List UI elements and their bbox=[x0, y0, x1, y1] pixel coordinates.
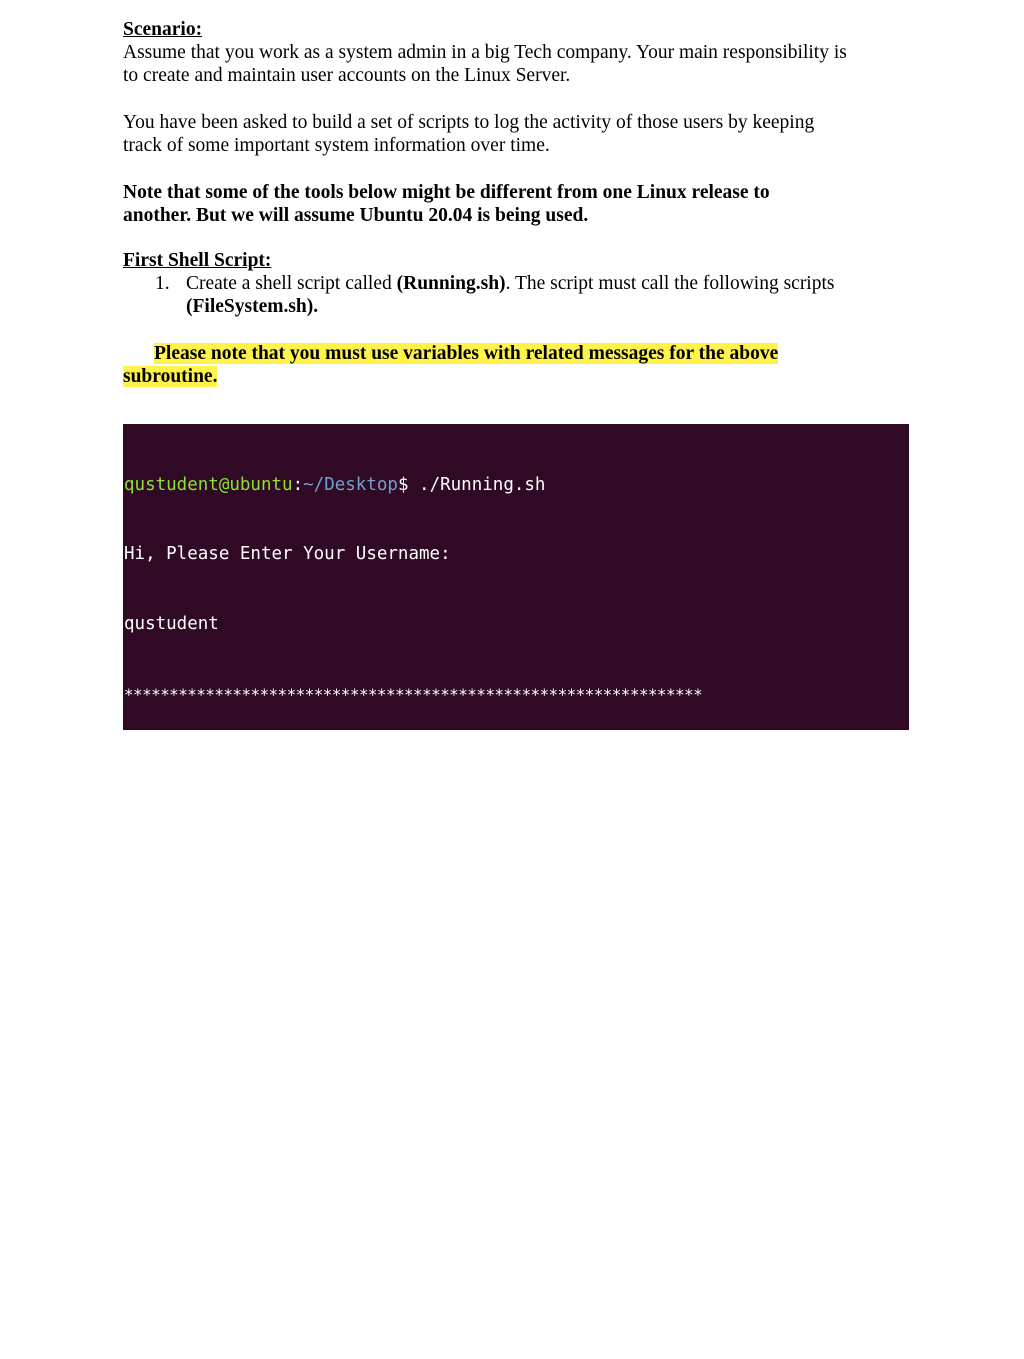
terminal-screenshot bbox=[123, 424, 909, 1334]
prompt-user: qustudent@ubuntu bbox=[124, 474, 293, 495]
highlighted-note bbox=[123, 342, 923, 388]
terminal-prompt-line bbox=[123, 474, 909, 497]
scenario-line-2: to create and maintain user accounts on the Linux Server. bbox=[123, 65, 571, 86]
terminal-output-line: qustudent bbox=[124, 614, 219, 635]
task-line-2: track of some important system information over time. bbox=[123, 135, 550, 156]
prompt-separator: : bbox=[292, 474, 304, 495]
prompt-dollar: $ bbox=[397, 474, 420, 495]
scenario-line-1: Assume that you work as a system admin in a big Tech company. Your main responsibility is bbox=[123, 42, 847, 63]
list-item-text-a: Create a shell script called bbox=[186, 273, 397, 294]
list-item bbox=[123, 272, 923, 318]
highlight-line-2: subroutine. bbox=[123, 366, 218, 387]
terminal-time-line: It's time to code again, DATE: 01/27/22, TIME: 12:52:17 bbox=[124, 893, 704, 914]
note-line-1: Note that some of the tools below might be different from one Linux release to bbox=[123, 182, 770, 203]
terminal-stars-line: **************************************************************** bbox=[124, 685, 703, 705]
terminal-output-line: The current shell is: /bin/bash bbox=[124, 1173, 451, 1194]
first-script-heading: First Shell Script: bbox=[123, 250, 272, 271]
terminal-output-line: Hi, Please Enter Your Username: bbox=[124, 544, 451, 565]
list-item-number: 1. bbox=[155, 273, 170, 294]
terminal-welcome-line: Welcome qustudent! bbox=[124, 754, 314, 775]
filesystem-script-name: (FileSystem.sh). bbox=[186, 296, 319, 317]
task-list bbox=[123, 272, 923, 318]
prompt-path: ~/Desktop bbox=[303, 474, 398, 495]
note-line-2: another. But we will assume Ubuntu 20.04 is being used. bbox=[123, 205, 589, 226]
task-line-1: You have been asked to build a set of scripts to log the activity of those users by keeping bbox=[123, 112, 815, 133]
scenario-heading: Scenario: bbox=[123, 19, 203, 40]
terminal-output-line: The Purpose of this script is to .... bbox=[124, 1243, 514, 1264]
highlight-line-1: Please note that you must use variables with related messages for the above bbox=[154, 343, 779, 364]
document-body bbox=[123, 18, 923, 388]
running-script-name: (Running.sh) bbox=[396, 273, 506, 294]
list-item-text-b: . The script must call the following scripts bbox=[505, 273, 835, 294]
prompt-command: ./Running.sh bbox=[419, 474, 546, 495]
terminal-output-line: The current working path is: /home/qustudent bbox=[124, 1103, 588, 1124]
terminal-output-line: Redirecting to user HOME directory ... bbox=[124, 1033, 525, 1054]
terminal-stars-line: **************************************************************** bbox=[124, 1314, 703, 1334]
